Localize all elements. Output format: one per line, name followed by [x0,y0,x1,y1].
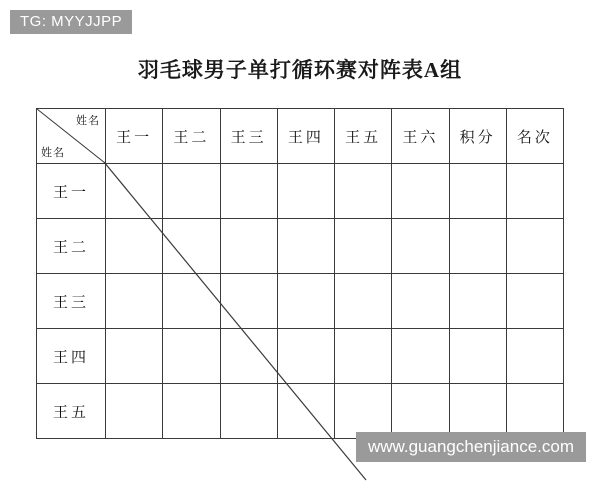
row-header-3: 王三 [37,274,106,329]
table-row [37,164,564,219]
cell-r1-points[interactable] [449,164,506,219]
column-header-1: 王一 [106,109,163,164]
cell-r2-points[interactable] [449,219,506,274]
column-header-rank: 名次 [506,109,563,164]
cell-r2c3[interactable] [220,219,277,274]
cell-r5-points[interactable] [449,384,506,439]
cell-r5c1[interactable] [106,384,163,439]
table-row [37,384,564,439]
cell-r3c4[interactable] [277,274,334,329]
cell-r3c6[interactable] [392,274,449,329]
cell-r3-rank[interactable] [506,274,563,329]
cell-r1c3[interactable] [220,164,277,219]
cell-r4c2[interactable] [163,329,220,384]
cell-r4-rank[interactable] [506,329,563,384]
cell-r4c3[interactable] [220,329,277,384]
column-header-4: 王四 [277,109,334,164]
tg-watermark-tag: TG: MYYJJPP [10,10,132,34]
cell-r1c2[interactable] [163,164,220,219]
cell-r3c5[interactable] [335,274,392,329]
corner-label-bottom: 姓名 [41,147,65,159]
column-header-2: 王二 [163,109,220,164]
cell-r2-rank[interactable] [506,219,563,274]
round-robin-table [36,108,564,439]
cell-r4-points[interactable] [449,329,506,384]
cell-r2c2[interactable] [163,219,220,274]
cell-r3c3[interactable] [220,274,277,329]
cell-r4c4[interactable] [277,329,334,384]
cell-r2c6[interactable] [392,219,449,274]
corner-header-cell [37,109,106,164]
cell-r5c3[interactable] [220,384,277,439]
cell-r5-rank[interactable] [506,384,563,439]
column-header-3: 王三 [220,109,277,164]
page-title: 羽毛球男子单打循环赛对阵表A组 [137,58,463,82]
column-header-5: 王五 [335,109,392,164]
cell-r2c1[interactable] [106,219,163,274]
cell-r3c2[interactable] [163,274,220,329]
cell-r2c5[interactable] [335,219,392,274]
cell-r1c4[interactable] [277,164,334,219]
table-row [37,329,564,384]
cell-r3c1[interactable] [106,274,163,329]
row-header-1: 王一 [37,164,106,219]
table-header-row [37,109,564,164]
cell-r1c6[interactable] [392,164,449,219]
cell-r1c1[interactable] [106,164,163,219]
cell-r4c5[interactable] [335,329,392,384]
row-header-2: 王二 [37,219,106,274]
table-row [37,219,564,274]
cell-r4c6[interactable] [392,329,449,384]
round-robin-table-wrapper [36,108,564,439]
row-header-5: 王五 [37,384,106,439]
cell-r2c4[interactable] [277,219,334,274]
table-row [37,274,564,329]
corner-label-top: 姓名 [76,115,100,127]
column-header-points: 积分 [449,109,506,164]
column-header-6: 王六 [392,109,449,164]
cell-r1c5[interactable] [335,164,392,219]
cell-r5c2[interactable] [163,384,220,439]
cell-r5c6[interactable] [392,384,449,439]
row-header-4: 王四 [37,329,106,384]
cell-r4c1[interactable] [106,329,163,384]
cell-r5c4[interactable] [277,384,334,439]
cell-r5c5[interactable] [335,384,392,439]
cell-r3-points[interactable] [449,274,506,329]
site-watermark: www.guangchenjiance.com [356,432,586,462]
cell-r1-rank[interactable] [506,164,563,219]
